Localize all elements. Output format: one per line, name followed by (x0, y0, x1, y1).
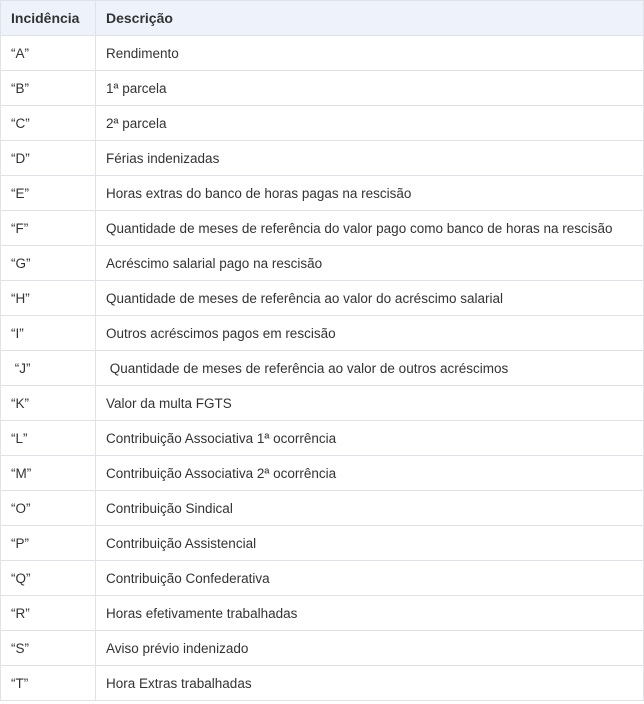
incidence-code-cell: “G” (1, 246, 96, 281)
incidence-code-cell: “C” (1, 106, 96, 141)
incidence-code-cell: “M” (1, 456, 96, 491)
incidence-code-cell: “Q” (1, 561, 96, 596)
incidence-code-cell: “T” (1, 666, 96, 701)
incidence-code-cell: “I” (1, 316, 96, 351)
incidence-code-cell: “K” (1, 386, 96, 421)
table-row (1, 281, 644, 316)
description-cell: Contribuição Associativa 2ª ocorrência (96, 456, 644, 491)
table-row (1, 456, 644, 491)
description-cell: Outros acréscimos pagos em rescisão (96, 316, 644, 351)
description-cell: Rendimento (96, 36, 644, 71)
description-cell: Quantidade de meses de referência ao valor do acréscimo salarial (96, 281, 644, 316)
description-cell: Aviso prévio indenizado (96, 631, 644, 666)
incidence-code-cell: “B” (1, 71, 96, 106)
table-row (1, 316, 644, 351)
description-cell: Contribuição Associativa 1ª ocorrência (96, 421, 644, 456)
description-cell: Contribuição Confederativa (96, 561, 644, 596)
table-header (1, 1, 644, 36)
description-cell: 1ª parcela (96, 71, 644, 106)
description-cell: Contribuição Sindical (96, 491, 644, 526)
table-header-row (1, 1, 644, 36)
incidence-code-cell: “E” (1, 176, 96, 211)
table-row (1, 176, 644, 211)
table-row (1, 491, 644, 526)
incidence-code-cell: “F” (1, 211, 96, 246)
incidence-code-cell: “P” (1, 526, 96, 561)
table-row (1, 106, 644, 141)
table-row (1, 561, 644, 596)
incidence-code-cell: “L” (1, 421, 96, 456)
description-cell: Quantidade de meses de referência do valor pago como banco de horas na rescisão (96, 211, 644, 246)
incidence-code-cell: “H” (1, 281, 96, 316)
table-row (1, 141, 644, 176)
description-cell: Contribuição Assistencial (96, 526, 644, 561)
table-row (1, 351, 644, 386)
table-row (1, 36, 644, 71)
table-row (1, 631, 644, 666)
description-cell: Quantidade de meses de referência ao valor de outros acréscimos (96, 351, 644, 386)
description-cell: Valor da multa FGTS (96, 386, 644, 421)
incidence-code-cell: “A” (1, 36, 96, 71)
table-body (1, 36, 644, 701)
table-row (1, 386, 644, 421)
table-row (1, 71, 644, 106)
table-row (1, 666, 644, 701)
incidence-code-cell: “S” (1, 631, 96, 666)
table-row (1, 526, 644, 561)
incidence-code-cell: “R” (1, 596, 96, 631)
description-cell: Acréscimo salarial pago na rescisão (96, 246, 644, 281)
header-incidencia: Incidência (1, 1, 96, 36)
table-row (1, 246, 644, 281)
description-cell: Hora Extras trabalhadas (96, 666, 644, 701)
table-row (1, 421, 644, 456)
table-row (1, 596, 644, 631)
description-cell: Horas extras do banco de horas pagas na rescisão (96, 176, 644, 211)
incidence-code-cell: “D” (1, 141, 96, 176)
description-cell: 2ª parcela (96, 106, 644, 141)
table-row (1, 211, 644, 246)
description-cell: Horas efetivamente trabalhadas (96, 596, 644, 631)
header-descricao: Descrição (96, 1, 644, 36)
incidence-code-cell: “J” (1, 351, 96, 386)
incidence-code-cell: “O” (1, 491, 96, 526)
description-cell: Férias indenizadas (96, 141, 644, 176)
